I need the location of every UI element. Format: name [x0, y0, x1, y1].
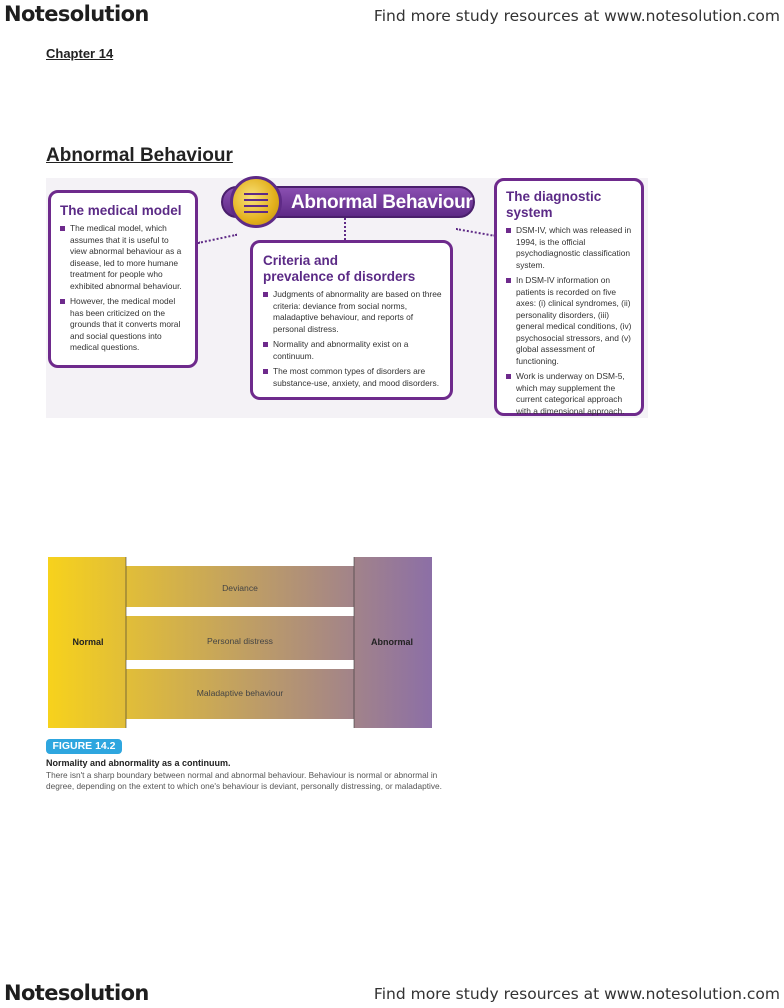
concept-diagram — [46, 178, 648, 418]
list-item: DSM-IV, which was released in 1994, is the official psychodiagnostic classification system. — [506, 225, 633, 271]
diagnostic-system-box — [494, 178, 644, 416]
list-item: Work is underway on DSM-5, which may supplement the current categorical approach with a dimensional approach. — [506, 371, 633, 417]
list-item: Normality and abnormality exist on a continuum. — [263, 339, 442, 362]
abnormal-label: Abnormal — [370, 637, 414, 647]
medical-model-list — [60, 223, 187, 354]
connector-line — [344, 218, 346, 240]
band-gap — [126, 557, 354, 566]
band-label-distress: Personal distress — [207, 636, 273, 646]
diagnostic-system-list — [506, 225, 633, 417]
center-banner-title: Abnormal Behaviour — [291, 192, 473, 213]
criteria-title-line2: prevalence of disorders — [263, 269, 416, 284]
layers-icon — [230, 176, 282, 228]
normal-label: Normal — [72, 637, 104, 647]
list-item: The medical model, which assumes that it is useful to view abnormal behaviour as a disease, led to more humane treatment for people who exhibited abnormal behaviour. — [60, 223, 187, 292]
figure-caption-text: There isn't a sharp boundary between normal and abnormal behaviour. Behaviour is normal or abnormal in degree, depending on the extent to which one's behaviour is deviant, personally distressing, or maladaptive. — [46, 770, 442, 791]
header-tagline[interactable]: Find more study resources at www.notesolution.com — [373, 7, 780, 25]
medical-model-title: The medical model — [60, 203, 182, 218]
band-label-deviance: Deviance — [222, 583, 258, 593]
figure-caption-title: Normality and abnormality as a continuum. — [46, 758, 231, 768]
notesolution-logo[interactable]: Notesolution — [4, 981, 149, 1005]
band-gap — [126, 607, 354, 616]
connector-line — [198, 234, 238, 244]
medical-model-box — [48, 190, 198, 368]
chapter-heading: Chapter 14 — [46, 46, 114, 61]
connector-line — [456, 228, 496, 237]
figure-badge: FIGURE 14.2 — [46, 739, 122, 754]
list-item: In DSM-IV information on patients is recorded on five axes: (i) clinical syndromes, (ii) personality disorders, (iii) general medical conditions, (iv) psychosocial stressors, and (v) global assessment of functioning. — [506, 275, 633, 367]
notesolution-logo[interactable]: Notesolution — [4, 2, 149, 26]
list-item: However, the medical model has been criticized on the grounds that it converts moral and social questions into medical questions. — [60, 296, 187, 354]
criteria-title-line1: Criteria and — [263, 253, 339, 268]
continuum-figure — [48, 557, 432, 728]
band-gap — [126, 719, 354, 728]
list-item: The most common types of disorders are substance-use, anxiety, and mood disorders. — [263, 366, 442, 389]
diagnostic-system-title: The diagnostic system — [506, 189, 602, 220]
band-label-maladaptive: Maladaptive behaviour — [196, 688, 284, 698]
criteria-list — [263, 289, 442, 389]
criteria-box — [250, 240, 453, 400]
footer-tagline[interactable]: Find more study resources at www.notesolution.com — [373, 985, 780, 1003]
list-item: Judgments of abnormality are based on three criteria: deviance from social norms, maladaptive behaviour, and reports of personal distress. — [263, 289, 442, 335]
section-title: Abnormal Behaviour — [46, 145, 233, 166]
band-gap — [126, 660, 354, 669]
